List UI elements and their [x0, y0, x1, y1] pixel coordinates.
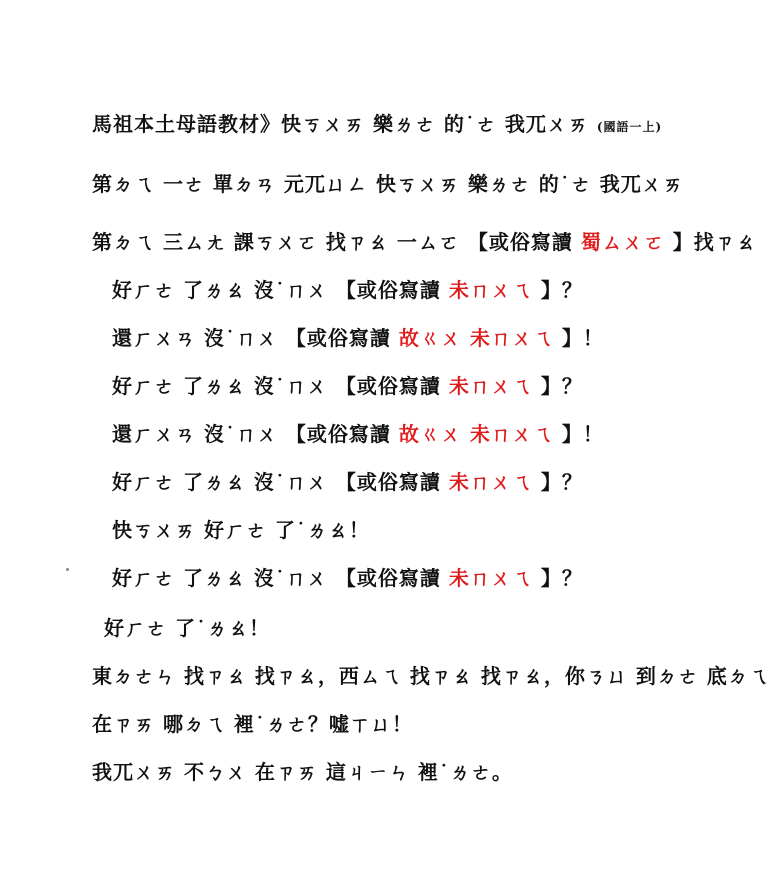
line-suffix: 】找ㄗㄠ: [672, 230, 757, 254]
header-title: [92, 108, 662, 137]
line-text: 在ㄗㄞ 哪ㄉㄟ 裡˙ㄌㄜ？嘘ㄒㄩ！: [92, 712, 413, 736]
line-text: 我ㄫㄨㄞ 不ㄅㄨ 在ㄗㄞ 這ㄐㄧㄣ 裡˙ㄌㄜ。: [92, 760, 513, 784]
header-subtitle: (國語一上): [596, 120, 663, 134]
line-suffix: 】！: [561, 422, 604, 446]
dialog-line: [112, 322, 604, 351]
line-text: 還ㄏㄨㄢ 沒˙ㄇㄨ 【或俗寫讀: [112, 326, 391, 350]
dialog-line: [112, 562, 583, 591]
red-annotation: 蜀ㄙㄨㄛ: [580, 230, 665, 254]
red-annotation: 故ㄍㄨ 未ㄇㄨㄟ: [398, 326, 554, 350]
line-text: 好ㄏㄜ 了ㄌㄠ 沒˙ㄇㄨ 【或俗寫讀: [112, 566, 441, 590]
dialog-line: [112, 274, 583, 303]
line-text: 第ㄉㄟ 三ㄙㄤ 課ㄎㄨㄛ 找ㄗㄠ 一ㄙㄛ 【或俗寫讀: [92, 230, 573, 254]
line-text: 還ㄏㄨㄢ 沒˙ㄇㄨ 【或俗寫讀: [112, 422, 391, 446]
dialog-line: [112, 514, 370, 543]
dialog-line: [112, 418, 604, 447]
dialog-line: [112, 466, 583, 495]
red-annotation: 未ㄇㄨㄟ: [448, 566, 533, 590]
header-title-text: 馬祖本土母語教材》快ㄎㄨㄞ 樂ㄌㄜ 的˙ㄜ 我ㄫㄨㄞ: [92, 112, 589, 136]
line-suffix: 】？: [540, 566, 583, 590]
line-suffix: 】？: [540, 278, 583, 302]
red-annotation: 未ㄇㄨㄟ: [448, 374, 533, 398]
line-suffix: 】？: [540, 374, 583, 398]
line-text: 好ㄏㄜ 了˙ㄌㄠ！: [104, 616, 270, 640]
red-annotation: 未ㄇㄨㄟ: [448, 470, 533, 494]
dialog-line: [104, 612, 270, 641]
dialog-line: [112, 370, 583, 399]
line-suffix: 】！: [561, 326, 604, 350]
line-text: 東ㄉㄜㄣ 找ㄗㄠ 找ㄗㄠ，西ㄙㄟ 找ㄗㄠ 找ㄗㄠ，你ㄋㄩ 到ㄉㄜ 底ㄉㄟ: [92, 664, 770, 688]
lesson-title-line: [92, 226, 757, 255]
dialog-line: [92, 756, 513, 785]
line-text: 好ㄏㄜ 了ㄌㄠ 沒˙ㄇㄨ 【或俗寫讀: [112, 374, 441, 398]
lesson-unit-line: [92, 168, 684, 197]
red-annotation: 未ㄇㄨㄟ: [448, 278, 533, 302]
scan-speck: [66, 568, 69, 571]
line-text: 好ㄏㄜ 了ㄌㄠ 沒˙ㄇㄨ 【或俗寫讀: [112, 278, 441, 302]
dialog-line: [92, 708, 413, 737]
line-text: 快ㄎㄨㄞ 好ㄏㄜ 了˙ㄌㄠ！: [112, 518, 370, 542]
line-text: 好ㄏㄜ 了ㄌㄠ 沒˙ㄇㄨ 【或俗寫讀: [112, 470, 441, 494]
dialog-line: [92, 660, 770, 689]
red-annotation: 故ㄍㄨ 未ㄇㄨㄟ: [398, 422, 554, 446]
line-text: 第ㄉㄟ 一ㄜ 單ㄉㄢ 元ㄫㄩㄥ 快ㄎㄨㄞ 樂ㄌㄜ 的˙ㄜ 我ㄫㄨㄞ: [92, 172, 684, 196]
line-suffix: 】？: [540, 470, 583, 494]
